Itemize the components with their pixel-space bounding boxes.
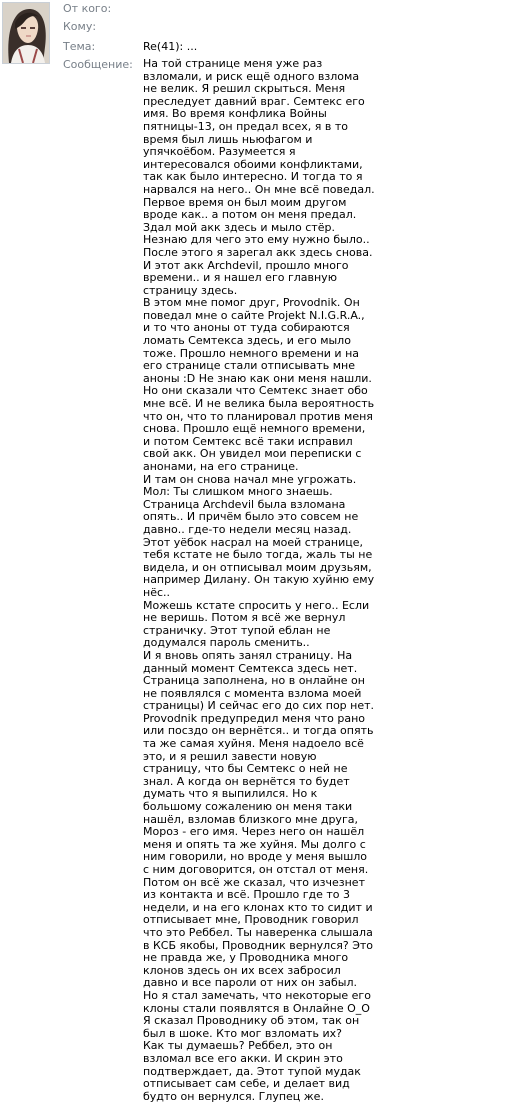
avatar-image <box>3 3 49 63</box>
from-label: От кого: <box>63 2 112 15</box>
sender-avatar[interactable] <box>2 2 50 64</box>
message-label: Сообщение: <box>63 58 133 71</box>
subject-label: Тема: <box>63 40 96 53</box>
to-label: Кому: <box>63 20 97 33</box>
subject-value: Re(41): ... <box>143 40 198 53</box>
message-body: На той странице меня уже раз взломали, и риск ещё одного взлома не велик. Я решил скрыться. Меня преследует давний враг. Семтекс его имя. Во время конфлика Войны пятницы-13, он предал всех, я в то время был лишь ньюфагом и упячкоёбом. Разумеется я интересовался обоими конфликтами, так как было интересно. И тогда то я нарвался на него.. Он мне всё поведал. Первое время он был моим другом вроде как.. а потом он меня предал. Здал мой акк здесь и мыло стёр. Незнаю для чего это ему нужно было.. После этого я зарегал акк здесь снова. И этот акк Archdevil, прошло много времени.. и я нашел его главную страницу здесь. В этом мне помог друг, Provodnik. Он поведал мне о сайте Projekt N.I.G.R.A., и то что аноны от туда собираются ломать Семтекса здесь, и его мыло тоже. Прошло немного времени и на его странице стали отписывать мне аноны :D Не знаю как они меня нашли. Но они сказали что Семтекс знает обо мне всё. И не велика была вероятность что он, что то планировал против меня снова. Прошло ещё немного времени, и потом Семтекс всё таки исправил свой акк. Он увидел мои переписки с анонами, на его странице. И там он снова начал мне угрожать. Мол: Ты слишком много знаешь. Страница Archdevil была взломана опять.. И причём было это совсем не давно.. где-то недели месяц назад. Этот уёбок насрал на моей странице, тебя кстате не было тогда, жаль ты не видела, и он отписывал моим друзьям, например Дилану. Он такую хуйню ему нёс.. Можешь кстате спросить у него.. Если не веришь. Потом я всё же вернул страничку. Этот тупой еблан не додумался пароль сменить.. И я вновь опять занял страницу. На данный момент Семтекса здесь нет. Страница заполнена, но в онлайне он не появлялся с момента взлома моей страницы) И сейчас его до сих пор нет. Provodnik предупредил меня что рано или посздо он вернётся.. и тогда опять та же самая хуйня. Меня надоело всё это, и я решил завести новую страницу, что бы Семтекс о ней не знал. А когда он вернётся то будет думать что я выпилился. Но к большому сожалению он меня таки нашёл, взломав близкого мне друга, Мороз - его имя. Через него он нашёл меня и опять та же хуйня. Мы долго с ним говорили, но вроде у меня вышло с ним договорится, он отстал от меня. Потом он всё же сказал, что изчезнет из контакта и всё. Прошло где то 3 недели, и на его клонах кто то сидит и отписывает мне, Проводник говорил что это Реббел. Ты наверенка слышала в КСБ якобы, Проводник вернулся? Это не правда же, у Проводника много клонов здесь он их всех забросил давно и все пароли от них он забыл. Но я стал замечать, что некоторые его клоны стали появлятся в Онлайне O_O Я сказал Проводнику об этом, так он был в шоке. Кто мог взломать их? Как ты думаешь? Реббел, это он взломал все его акки. И скрин это подтверждает, да. Этот тупой мудак отписывает сам себе, и делает вид будто он вернулся. Глупец же. <box>143 57 375 1103</box>
